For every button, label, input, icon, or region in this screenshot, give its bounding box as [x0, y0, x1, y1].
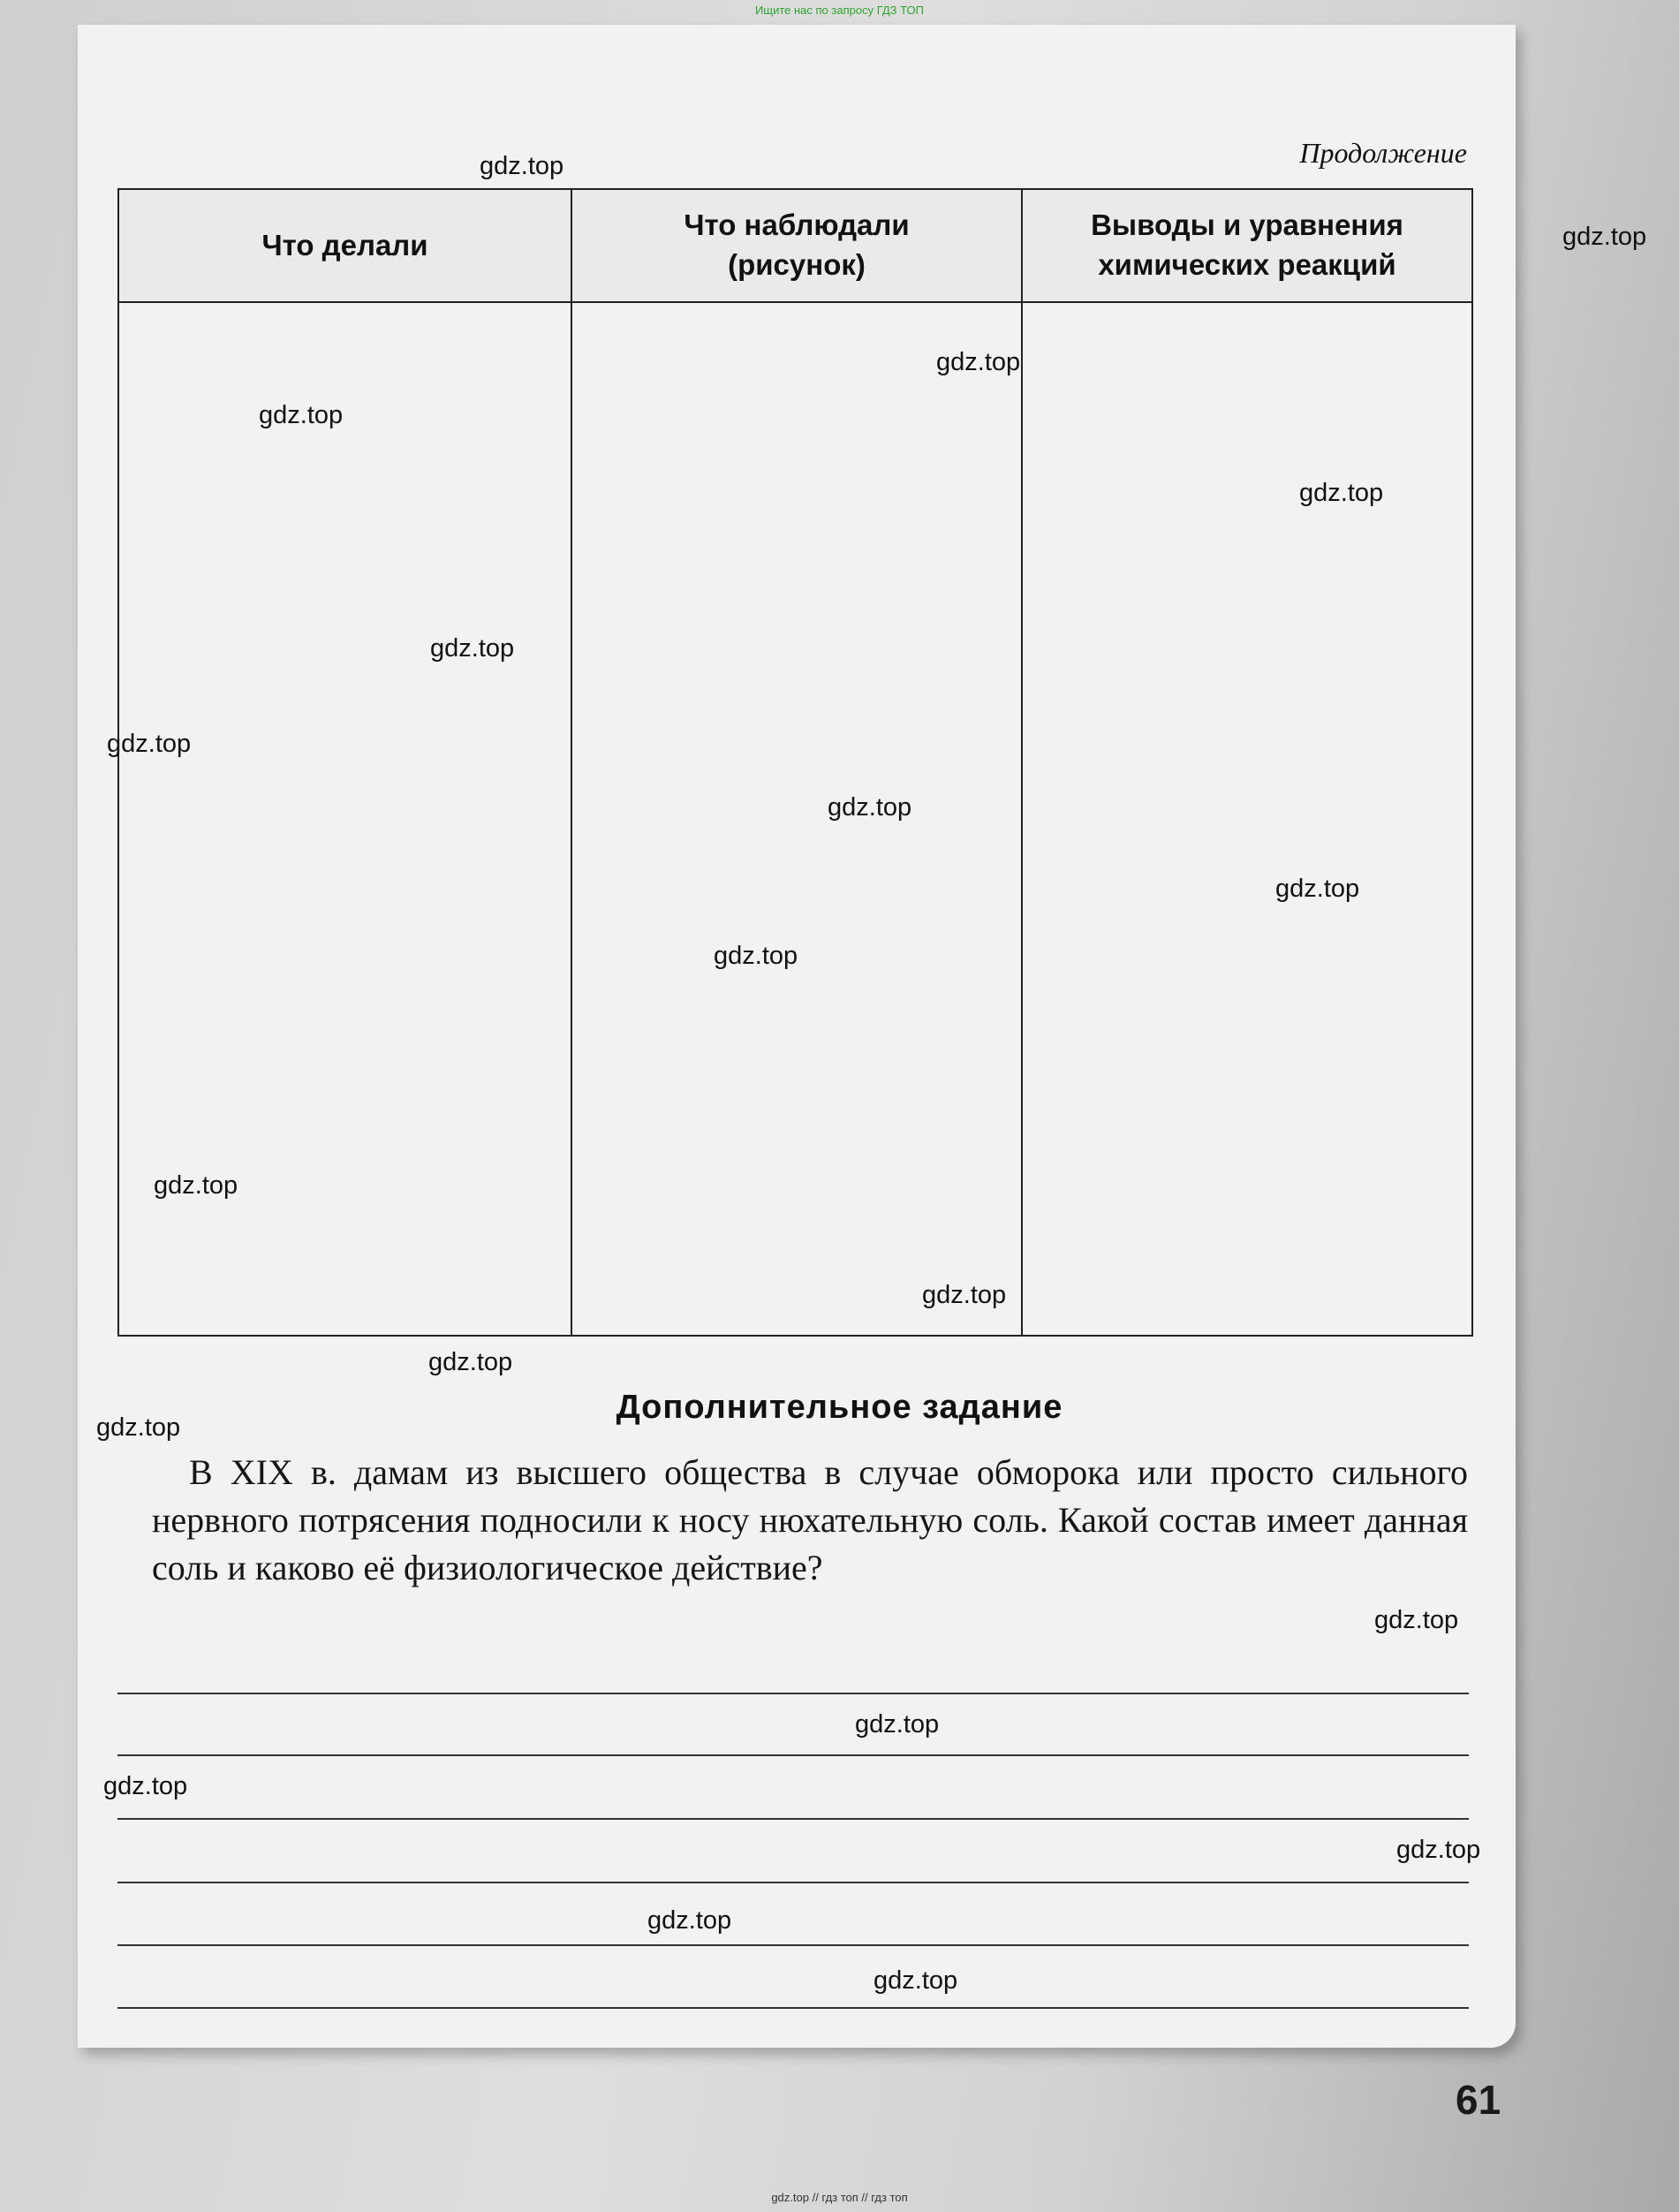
- watermark: gdz.top: [1374, 1606, 1459, 1634]
- watermark: gdz.top: [103, 1772, 188, 1800]
- watermark: gdz.top: [430, 634, 515, 663]
- extra-task-text: В XIX в. дамам из высшего общества в случае обморока или просто сильного нервного потрясения подносили к носу нюхательную соль. Какой состав имеет данная соль и каково её физиологическое действие?: [152, 1452, 1468, 1587]
- answer-line[interactable]: [117, 1754, 1469, 1756]
- page-number: 61: [1456, 2077, 1501, 2123]
- watermark: gdz.top: [107, 730, 192, 758]
- watermark: gdz.top: [154, 1171, 238, 1200]
- cell-what-observed[interactable]: [571, 302, 1022, 1336]
- watermark: gdz.top: [1562, 223, 1647, 251]
- answer-line[interactable]: [117, 1693, 1469, 1694]
- watermark: gdz.top: [1299, 479, 1384, 507]
- answer-line[interactable]: [117, 1944, 1469, 1946]
- table-row: [118, 302, 1472, 1336]
- watermark: gdz.top: [428, 1348, 513, 1376]
- header-what-done: Что делали: [118, 189, 571, 302]
- watermark: gdz.top: [922, 1281, 1007, 1309]
- answer-line[interactable]: [117, 2007, 1469, 2009]
- observation-table: [117, 188, 1473, 1337]
- cell-conclusions[interactable]: [1022, 302, 1472, 1336]
- watermark: gdz.top: [1275, 875, 1360, 903]
- watermark: gdz.top: [1396, 1836, 1481, 1864]
- watermark: gdz.top: [480, 152, 564, 180]
- header-what-observed: Что наблюдали (рисунок): [571, 189, 1022, 302]
- watermark: gdz.top: [96, 1413, 181, 1442]
- extra-task-title: Дополнительное задание: [616, 1389, 1063, 1426]
- watermark: gdz.top: [874, 1966, 958, 1995]
- table-header-row: [118, 189, 1472, 302]
- watermark: gdz.top: [259, 401, 344, 429]
- answer-line[interactable]: [117, 1818, 1469, 1820]
- answer-line[interactable]: [117, 1882, 1469, 1883]
- continuation-label: Продолжение: [1299, 137, 1467, 169]
- footer-notice: gdz.top // гдз топ // гдз топ: [771, 2191, 908, 2204]
- top-notice: Ищите нас по запросу ГДЗ ТОП: [755, 4, 924, 17]
- watermark: gdz.top: [647, 1906, 732, 1935]
- watermark: gdz.top: [714, 942, 798, 970]
- watermark: gdz.top: [936, 348, 1021, 376]
- watermark: gdz.top: [828, 793, 912, 822]
- watermark: gdz.top: [855, 1710, 940, 1739]
- header-conclusions: Выводы и уравнения химических реакций: [1022, 189, 1472, 302]
